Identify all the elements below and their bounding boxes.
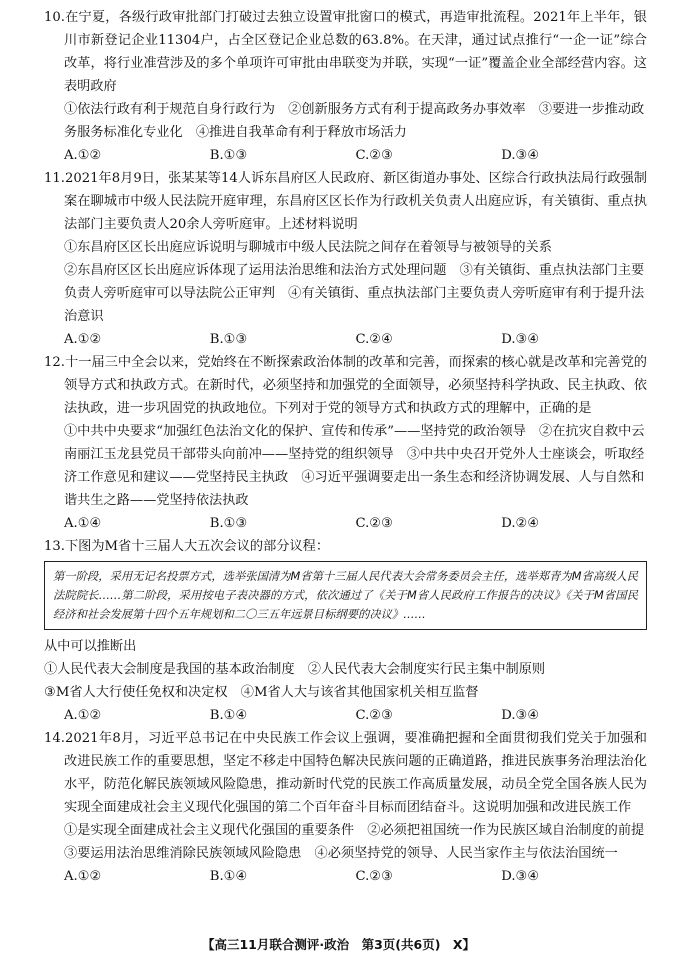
choice-d: D.③④ <box>501 332 540 347</box>
question-14-stem: 14.2021年8月，习近平总书记在中央民族工作会议上强调，要准确把握和全面贯彻我们党关于加强和改进民族工作的重要思想，坚定不移走中国特色解决民族问题的正确道路，推进民族事务治理法治化水平，防范化解民族领域风险隐患，推动新时代党的民族工作高质量发展，动员全党全国各族人民为实现全面建成社会主义现代化强国的第二个百年奋斗目标而团结奋斗。这说明加强和改进民族工作 <box>44 731 647 815</box>
page-footer: 【高三11月联合测评·政治 第3页(共6页) X】 <box>201 937 476 952</box>
question-11-option-1: ①东昌府区区长出庭应诉说明与聊城市中级人民法院之间存在着领导与被领导的关系 <box>64 240 552 255</box>
choice-b: B.①④ <box>209 708 248 723</box>
choice-b: B.①③ <box>209 332 248 347</box>
choice-c: C.②③ <box>355 708 393 723</box>
question-10-choices <box>44 144 647 167</box>
choice-a: A.①④ <box>64 516 102 531</box>
question-14-choices <box>44 865 647 888</box>
choice-a: A.①② <box>64 869 102 884</box>
question-13-choices <box>44 704 647 727</box>
choice-d: D.③④ <box>501 148 540 163</box>
question-14 <box>44 727 658 888</box>
question-14-options: ①是实现全面建成社会主义现代化强国的重要条件 ②必须把祖国统一作为民族区域自治制度的前提 ③要运用法治思维消除民族领域风险隐患 ④必须坚持党的领导、人民当家作主与依法治国统一 <box>64 823 658 861</box>
question-13 <box>44 535 647 727</box>
question-13-option-1: ①人民代表大会制度是我国的基本政治制度 ②人民代表大会制度实行民主集中制原则 <box>44 662 546 677</box>
question-11 <box>44 167 647 351</box>
question-12-choices <box>44 512 647 535</box>
choice-b: B.①③ <box>209 148 248 163</box>
question-12 <box>44 351 647 535</box>
question-13-option-2: ③M省人大行使任免权和决定权 ④M省人大与该省其他国家机关相互监督 <box>44 685 479 700</box>
question-13-lead: 从中可以推断出 <box>44 639 137 654</box>
question-12-stem: 12.十一届三中全会以来，党始终在不断探索政治体制的改革和完善，而探索的核心就是改革和完善党的领导方式和执政方式。在新时代，必须坚持和加强党的全面领导，必须坚持科学执政、民主执政、依法执政，进一步巩固党的执政地位。下列对于党的领导方式和执政方式的理解中，正确的是 <box>44 355 647 416</box>
choice-a: A.①② <box>64 332 102 347</box>
choice-c: C.②③ <box>355 148 393 163</box>
agenda-box: 第一阶段，采用无记名投票方式，选举张国清为M省第十三届人民代表大会常务委员会主任，选举郑青为M省高级人民法院院长……第二阶段，采用按电子表决器的方式，依次通过了《关于M省人民政府工作报告的决议》《关于M省国民经济和社会发展第十四个五年规划和二〇三五年远景目标纲要的决议》…… <box>44 561 647 630</box>
choice-b: B.①④ <box>209 869 248 884</box>
question-11-option-2: ②东昌府区区长出庭应诉体现了运用法治思维和法治方式处理问题 ③有关镇街、重点执法部门主要负责人旁听庭审可以导法院公正审判 ④有关镇街、重点执法部门主要负责人旁听庭审有利于提升法治意识 <box>64 263 645 324</box>
choice-a: A.①② <box>64 708 102 723</box>
choice-d: D.③④ <box>501 869 540 884</box>
question-11-stem: 11.2021年8月9日，张某某等14人诉东昌府区人民政府、新区街道办事处、区综合行政执法局行政强制案在聊城市中级人民法院开庭审理，东昌府区区长作为行政机关负责人出庭应诉，有关镇街、重点执法部门主要负责人20余人旁听庭审。上述材料说明 <box>44 171 647 232</box>
question-12-options: ①中共中央要求“加强红色法治文化的保护、宣传和传承”——坚持党的政治领导 ②在抗灾自救中云南丽江玉龙县党员干部带头向前冲——坚持党的组织领导 ③中共中央召开党外人士座谈会，听取经济工作意见和建议——党坚持民主执政 ④习近平强调要走出一条生态和经济协调发展、人与自然和谐共生之路——党坚持依法执政 <box>64 424 645 508</box>
choice-b: B.①③ <box>209 516 248 531</box>
choice-c: C.②④ <box>355 332 393 347</box>
question-10-stem: 10.在宁夏，各级行政审批部门打破过去独立设置审批窗口的模式，再造审批流程。2021年上半年，银川市新登记企业11304户，占全区登记企业总数的63.8%。在天津，通过试点推行“一企一证”综合改革，将行业准营涉及的多个单项许可审批由串联变为并联，实现“一证”覆盖企业全部经营内容。这表明政府 <box>44 10 647 94</box>
choice-d: D.③④ <box>501 708 540 723</box>
question-10-options: ①依法行政有利于规范自身行政行为 ②创新服务方式有利于提高政务办事效率 ③要进一步推动政务服务标准化专业化 ④推进自我革命有利于释放市场活力 <box>64 102 645 140</box>
choice-c: C.②③ <box>355 516 393 531</box>
choice-d: D.②④ <box>501 516 540 531</box>
question-10 <box>44 6 647 167</box>
question-11-choices <box>44 328 647 351</box>
question-13-stem: 13.下图为M省十三届人大五次会议的部分议程： <box>44 539 330 554</box>
choice-a: A.①② <box>64 148 102 163</box>
choice-c: C.②③ <box>355 869 393 884</box>
